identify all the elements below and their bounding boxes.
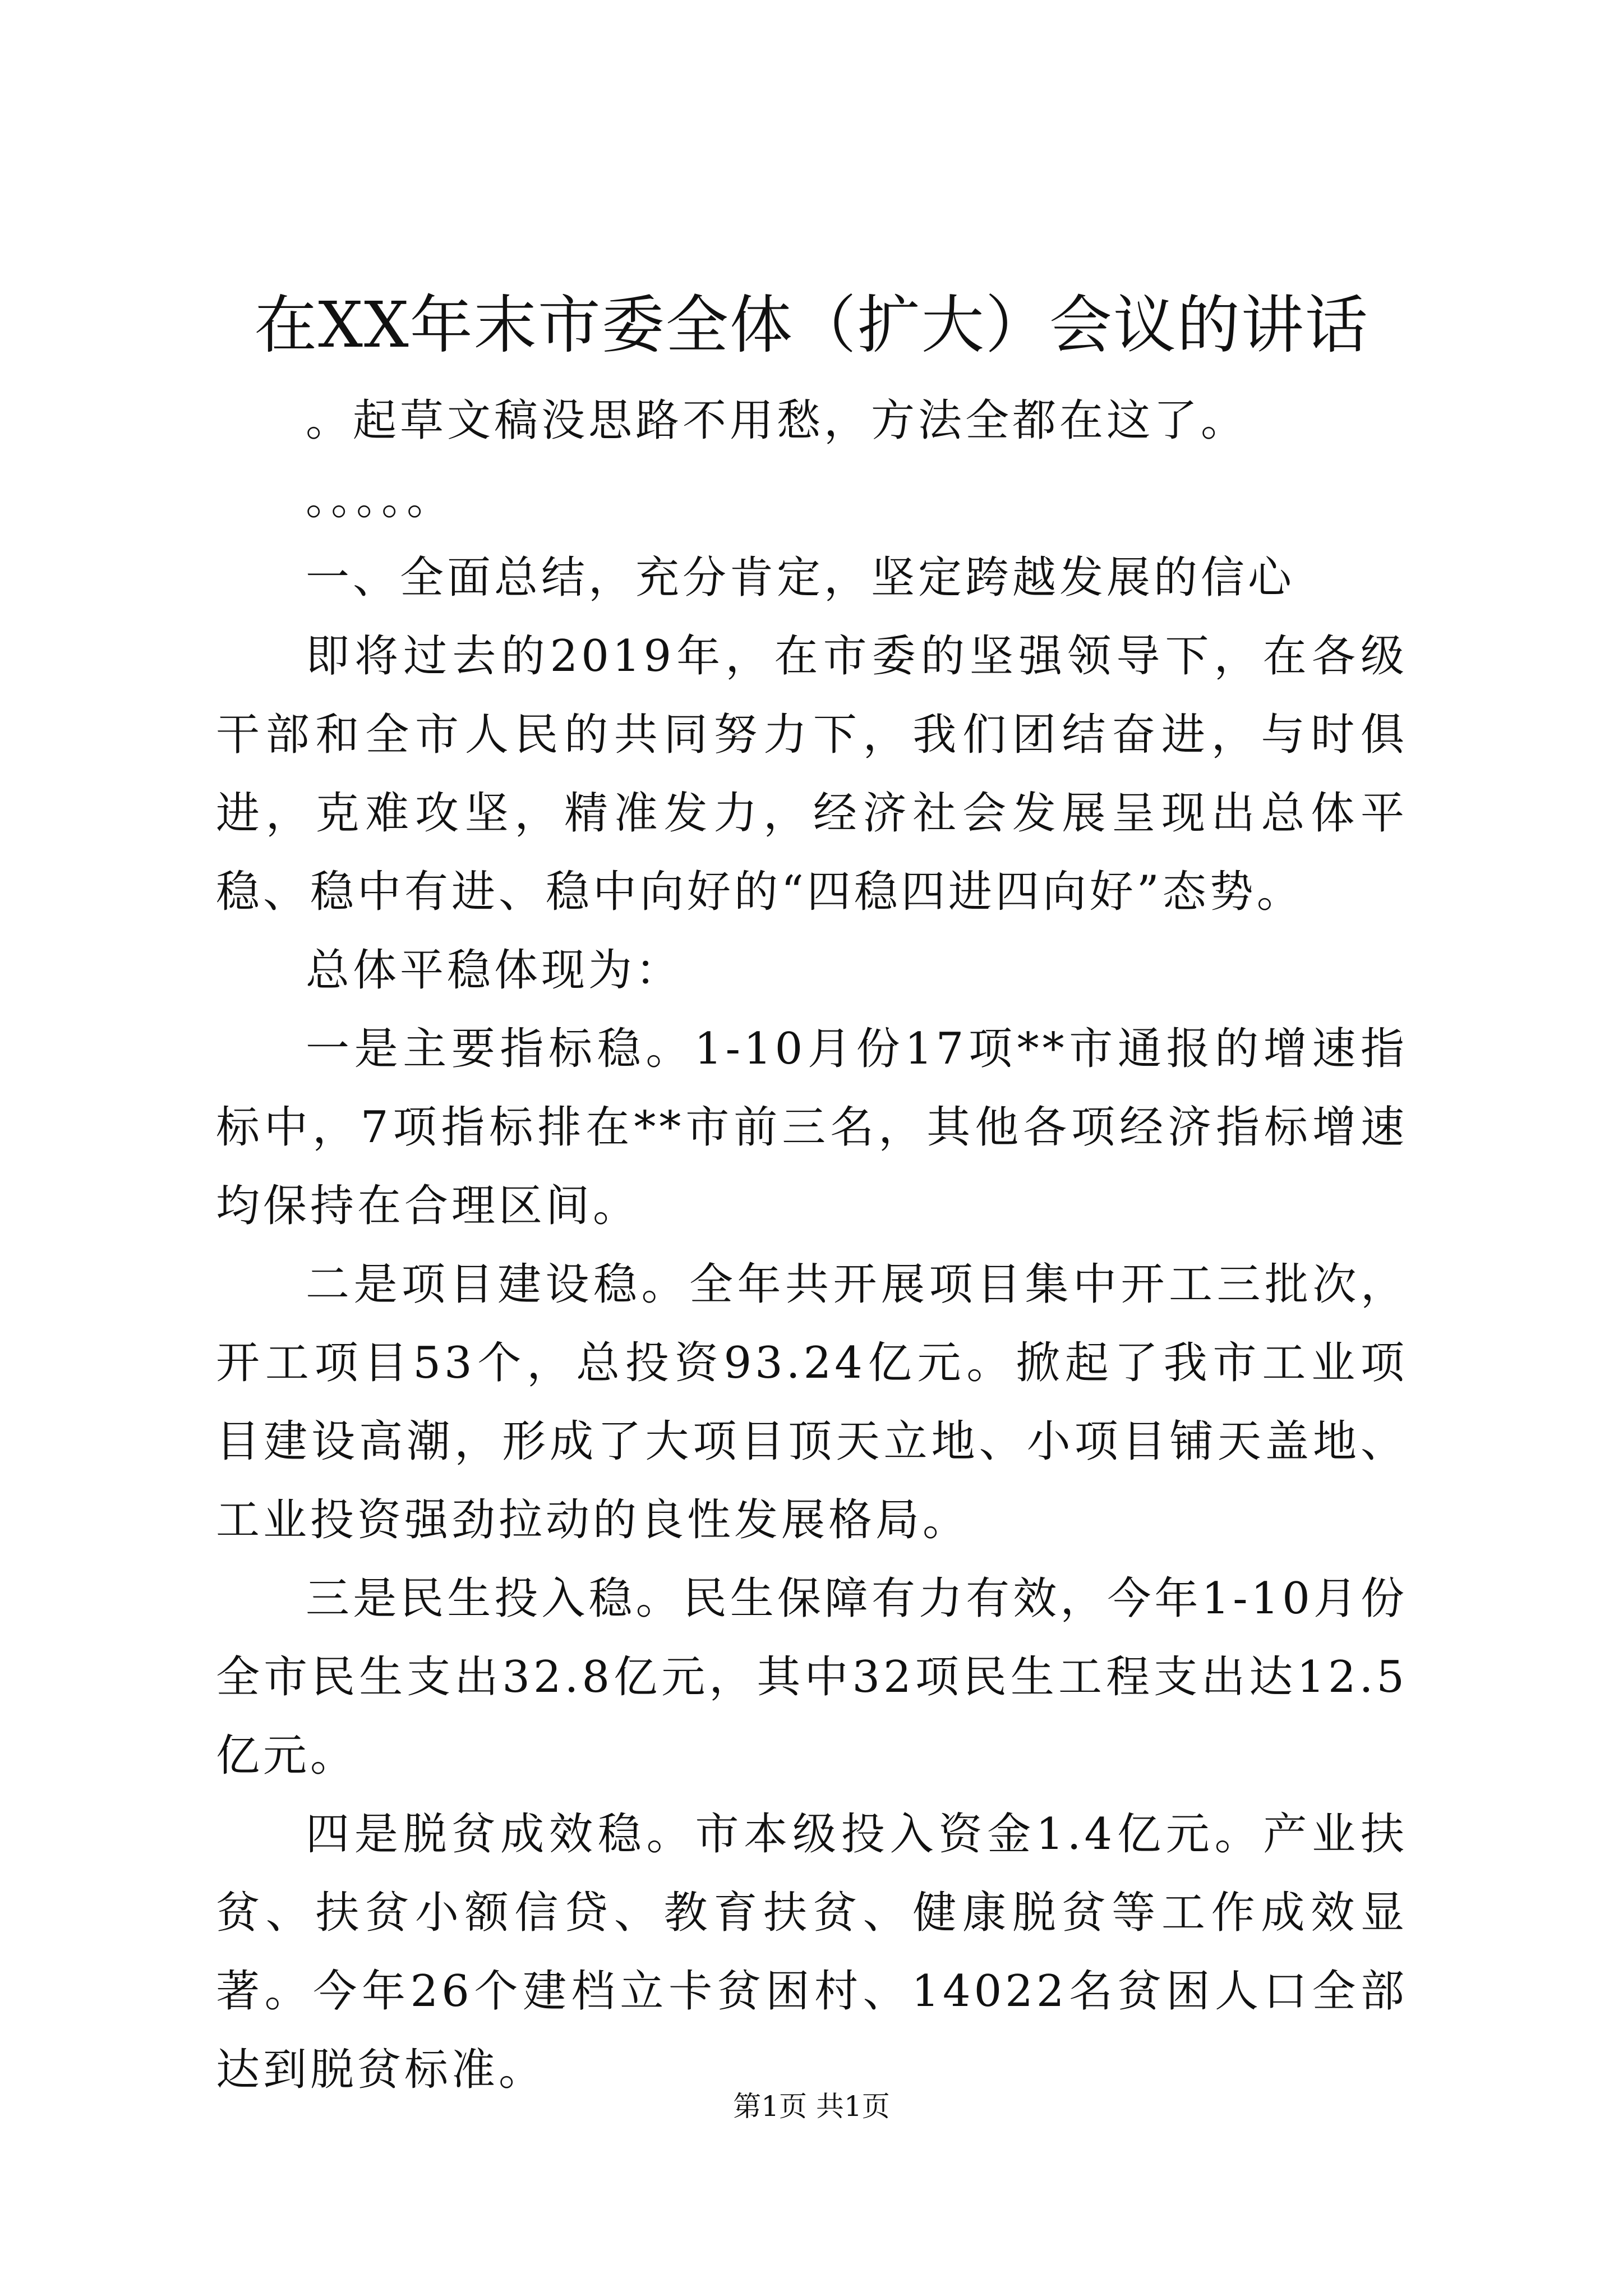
document-title: 在XX年末市委全体（扩大）会议的讲话 xyxy=(254,289,1369,362)
paragraph: 四是脱贫成效稳。市本级投入资金1.4亿元。产业扶贫、扶贫小额信贷、教育扶贫、健康脱贫等工作成效显著。今年26个建档立卡贫困村、14022名贫困人口全部达到脱贫标准。 xyxy=(216,1809,1408,2095)
paragraph: 三是民生投入稳。民生保障有力有效，今年1-10月份全市民生支出32.8亿元，其中32项民生工程支出达12.5亿元。 xyxy=(216,1573,1408,1781)
paragraph: 即将过去的2019年，在市委的坚强领导下，在各级干部和全市人民的共同努力下，我们团结奋进，与时俱进，克难攻坚，精准发力，经济社会发展呈现出总体平稳、稳中有进、稳中向好的“四稳四进四向好”态势。 xyxy=(216,631,1408,917)
ellipsis-line: 。。。。。 xyxy=(306,474,454,524)
document-body xyxy=(216,381,1408,2109)
page-footer: 第1页 共1页 xyxy=(733,2090,890,2123)
paragraph: 二是项目建设稳。全年共开展项目集中开工三批次，开工项目53个，总投资93.24亿元。掀起了我市工业项目建设高潮，形成了大项目顶天立地、小项目铺天盖地、工业投资强劲拉动的良性发展格局。 xyxy=(216,1259,1408,1545)
paragraph: 总体平稳体现为： xyxy=(306,945,683,996)
paragraph: 一是主要指标稳。1-10月份17项**市通报的增速指标中，7项指标排在**市前三名，其他各项经济指标增速均保持在合理区间。 xyxy=(216,1024,1408,1231)
section-heading: 一、全面总结，充分肯定，坚定跨越发展的信心 xyxy=(306,553,1295,603)
intro-line: 。起草文稿没思路不用愁，方法全都在这了。 xyxy=(306,395,1248,446)
